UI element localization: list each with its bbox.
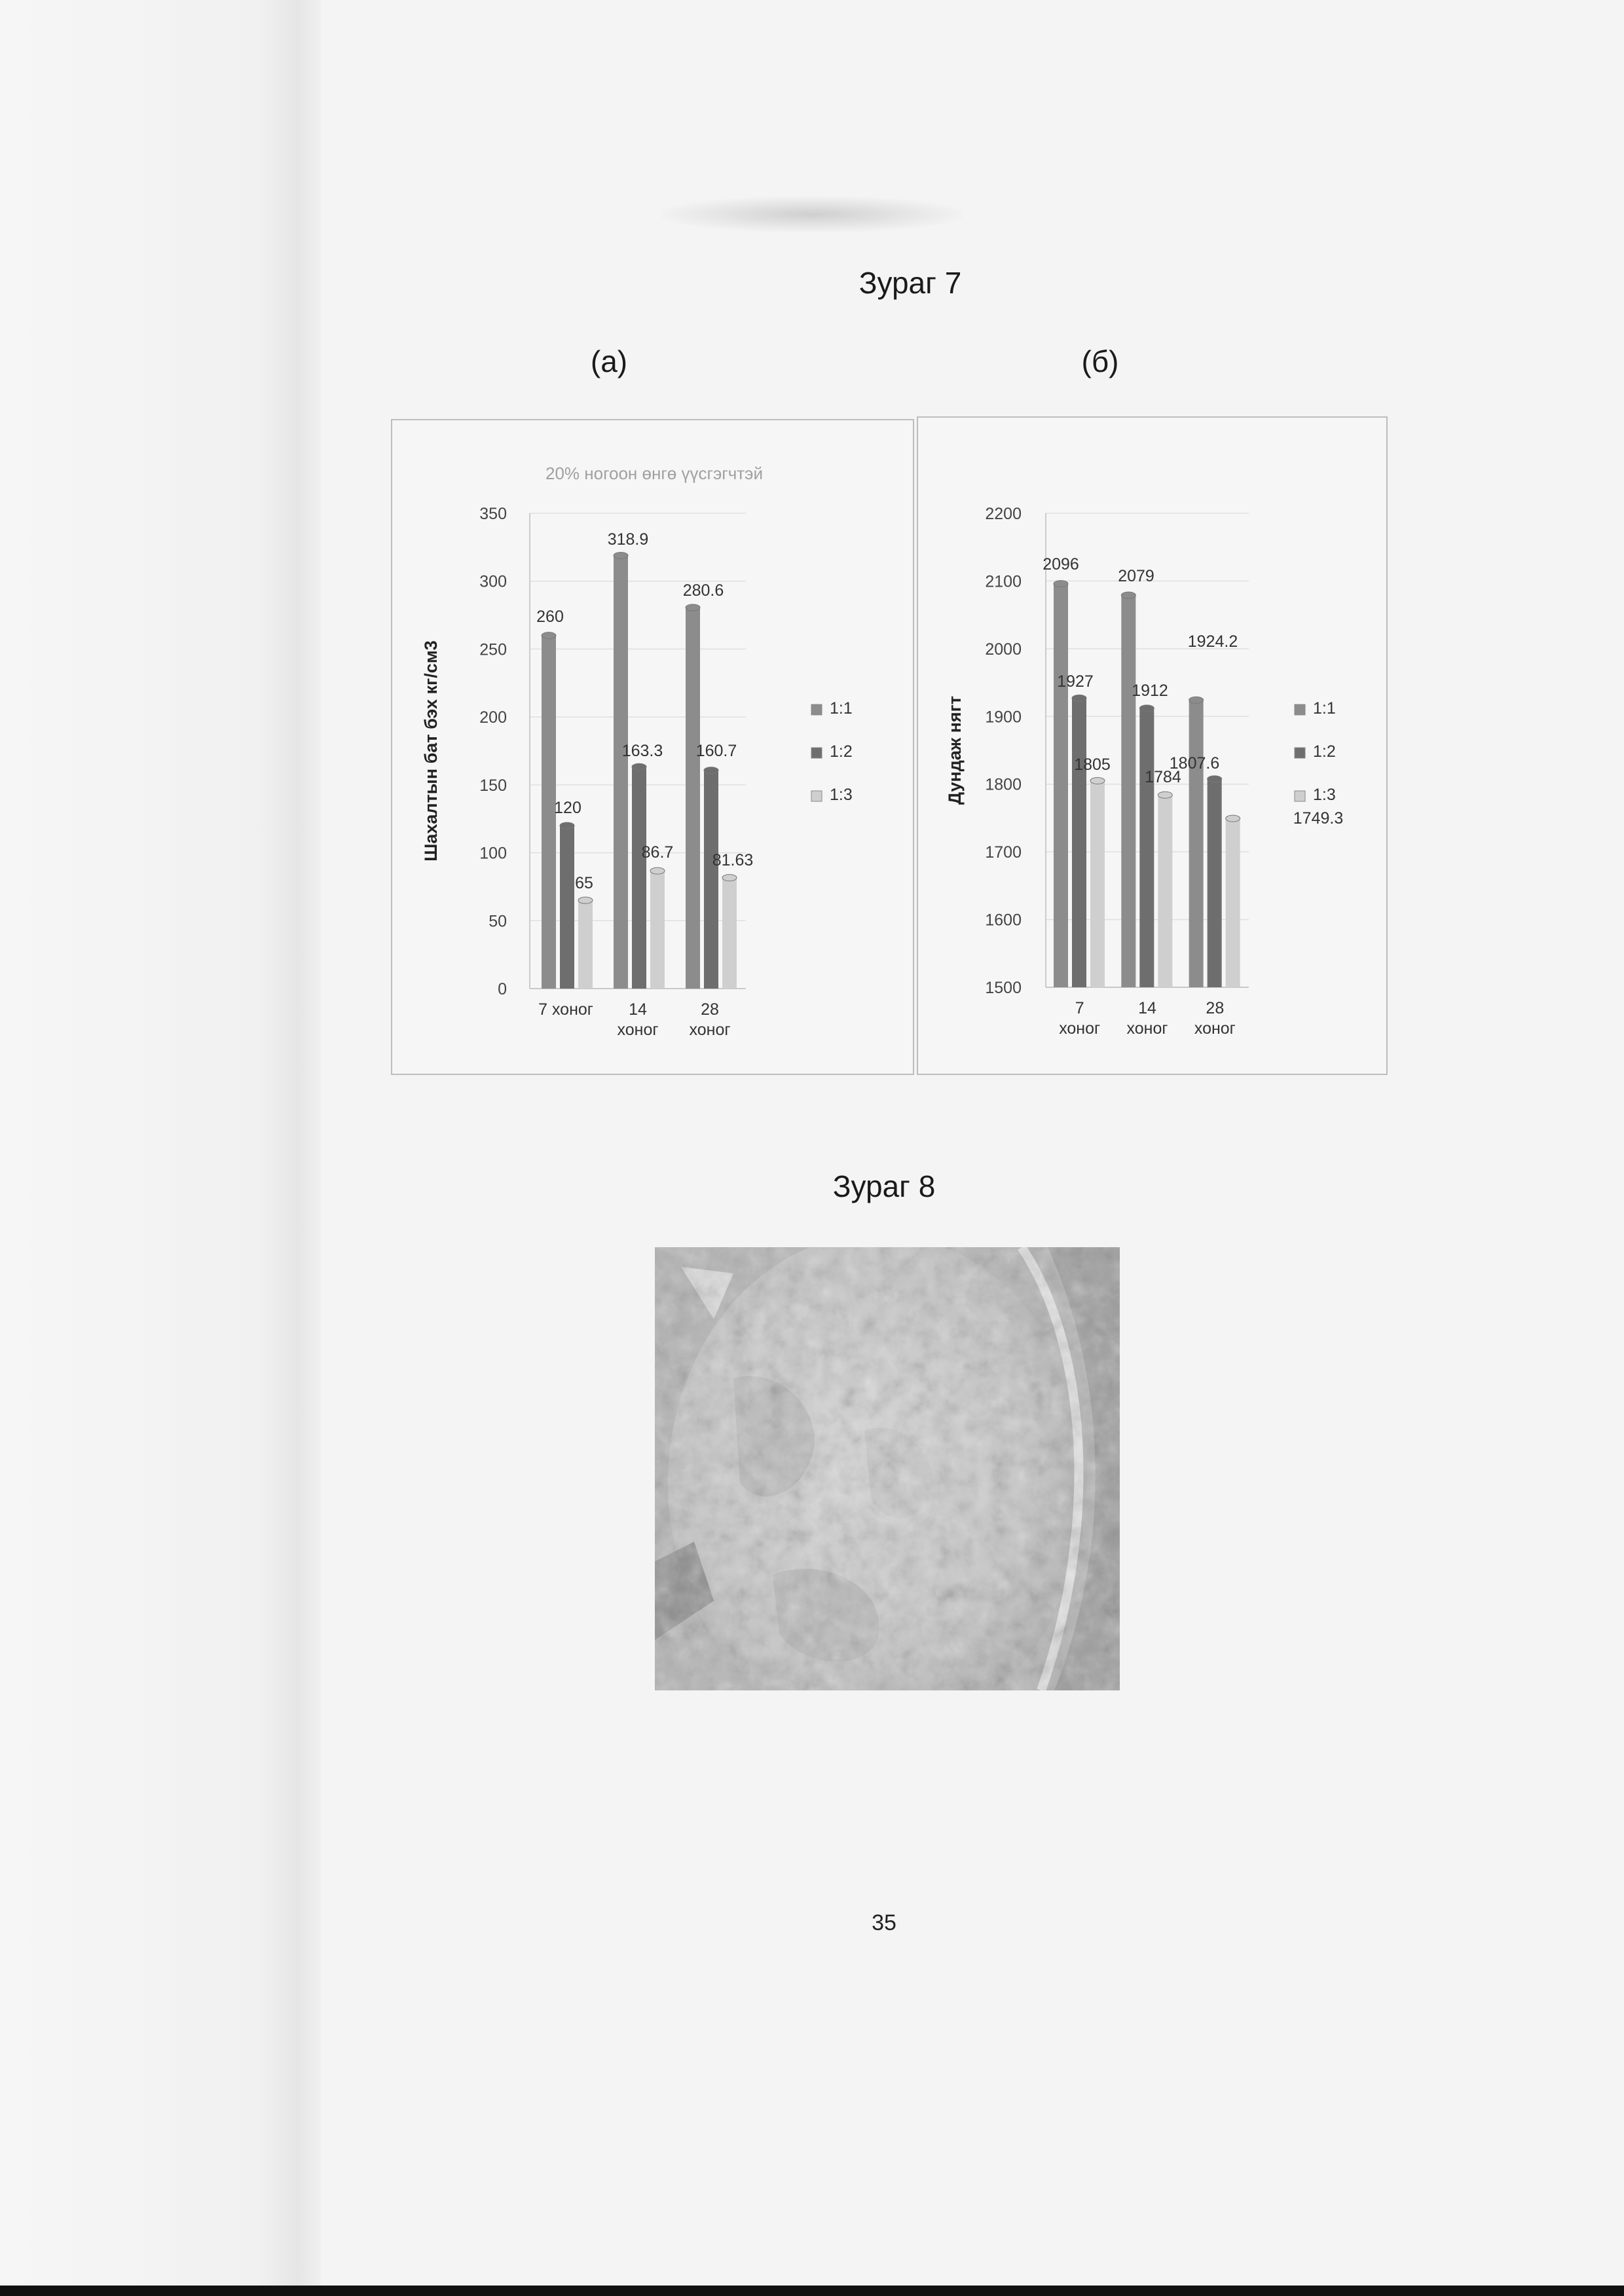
figure7-caption: Зураг 7 xyxy=(858,266,962,300)
bar xyxy=(632,767,646,989)
y-tick-label: 100 xyxy=(479,844,507,863)
data-label: 163.3 xyxy=(621,742,663,760)
y-tick-label: 150 xyxy=(479,776,507,795)
legend-swatch xyxy=(1295,791,1305,801)
x-tick-label: 28 хоног xyxy=(689,1000,731,1039)
y-tick-label: 0 xyxy=(498,980,507,998)
data-label: 1927 xyxy=(1057,672,1094,691)
scan-margin xyxy=(0,0,321,2296)
bar-cap xyxy=(578,897,593,903)
bar xyxy=(578,900,593,989)
bar xyxy=(614,556,628,989)
bar-cap xyxy=(1158,792,1172,798)
page-number: 35 xyxy=(872,1910,896,1935)
legend-label: 1:2 xyxy=(1313,742,1336,761)
bar-cap xyxy=(560,822,574,829)
chart-b xyxy=(918,418,1386,1074)
y-tick-label: 2200 xyxy=(985,505,1022,523)
bar xyxy=(1090,781,1105,987)
bar-cap xyxy=(1072,695,1086,701)
data-label: 2096 xyxy=(1043,555,1079,574)
data-label: 160.7 xyxy=(695,742,737,760)
chart-a xyxy=(392,420,913,1074)
x-tick-label: 14 хоног xyxy=(1126,999,1168,1038)
data-label: 81.63 xyxy=(712,851,754,869)
data-label: 65 xyxy=(575,874,593,892)
bar xyxy=(704,771,718,989)
bar-cap xyxy=(1121,592,1135,598)
y-axis-label: Дундаж нягт xyxy=(945,695,965,805)
bar xyxy=(722,878,737,989)
bar-cap xyxy=(1189,697,1204,703)
legend-swatch xyxy=(811,748,822,758)
scan-bottom-edge xyxy=(0,2286,1624,2296)
x-tick-label: 28 хоног xyxy=(1194,999,1236,1038)
data-label: 318.9 xyxy=(607,530,649,549)
bar xyxy=(1208,779,1222,987)
figure8-caption: Зураг 8 xyxy=(832,1169,936,1203)
y-tick-label: 300 xyxy=(479,572,507,591)
y-tick-label: 1800 xyxy=(985,775,1022,794)
legend-label: 1:1 xyxy=(1313,699,1336,718)
bar-cap xyxy=(1090,778,1105,784)
bar-cap xyxy=(704,767,718,774)
legend-swatch xyxy=(1295,704,1305,715)
x-tick-label: 7 хоног xyxy=(1059,999,1101,1038)
concrete-sample-image xyxy=(655,1247,1120,1690)
scan-smudge xyxy=(661,196,963,232)
y-tick-label: 2000 xyxy=(985,640,1022,659)
bar xyxy=(650,871,665,989)
bar-cap xyxy=(686,604,700,611)
figure8-photo xyxy=(655,1247,1120,1690)
x-tick-label: 14 хоног xyxy=(617,1000,659,1039)
bar-cap xyxy=(722,875,737,881)
bar-cap xyxy=(1139,705,1154,712)
y-tick-label: 200 xyxy=(479,708,507,727)
y-tick-label: 1500 xyxy=(985,979,1022,997)
bar-cap xyxy=(614,553,628,559)
bar xyxy=(1226,818,1240,987)
bar xyxy=(1158,795,1172,987)
legend-swatch xyxy=(811,704,822,715)
y-axis-label: Шахалтын бат бэх кг/см3 xyxy=(421,640,441,862)
data-label: 280.6 xyxy=(682,581,724,600)
legend-label: 1:3 xyxy=(1313,786,1336,804)
data-label: 1749.3 xyxy=(1293,809,1344,828)
bar-cap xyxy=(1208,776,1222,782)
bar-cap xyxy=(1226,815,1240,822)
y-tick-label: 1900 xyxy=(985,708,1022,727)
panel-b-label: (б) xyxy=(1081,344,1119,378)
x-tick-label: 7 хоног xyxy=(538,1000,593,1019)
legend-label: 1:3 xyxy=(830,786,853,804)
chart-title: 20% ногоон өнгө үүсгэгчтэй xyxy=(545,464,763,483)
y-tick-label: 1600 xyxy=(985,911,1022,930)
y-tick-label: 50 xyxy=(489,912,507,931)
bar-cap xyxy=(632,763,646,770)
y-tick-label: 250 xyxy=(479,640,507,659)
bar xyxy=(1054,584,1068,987)
legend-label: 1:1 xyxy=(830,699,853,718)
bar-cap xyxy=(1054,581,1068,587)
bar xyxy=(1072,698,1086,987)
y-tick-label: 2100 xyxy=(985,572,1022,591)
bar xyxy=(560,826,574,989)
data-label: 1805 xyxy=(1074,756,1111,774)
data-label: 86.7 xyxy=(641,843,674,862)
bar xyxy=(1189,700,1204,987)
bar-cap xyxy=(542,632,556,639)
panel-a-label: (а) xyxy=(590,344,628,378)
data-label: 120 xyxy=(554,799,581,817)
legend-label: 1:2 xyxy=(830,742,853,761)
bar-cap xyxy=(650,867,665,874)
data-label: 260 xyxy=(536,608,564,626)
y-tick-label: 350 xyxy=(479,505,507,523)
data-label: 1924.2 xyxy=(1187,632,1238,651)
y-tick-label: 1700 xyxy=(985,843,1022,862)
chart-a-frame xyxy=(391,419,914,1075)
bar xyxy=(686,608,700,989)
data-label: 1784 xyxy=(1145,768,1181,786)
data-label: 1912 xyxy=(1132,682,1168,700)
bar xyxy=(1121,595,1135,987)
chart-b-frame xyxy=(917,416,1388,1075)
data-label: 2079 xyxy=(1118,567,1154,585)
legend-swatch xyxy=(1295,748,1305,758)
legend-swatch xyxy=(811,791,822,801)
bar xyxy=(1139,708,1154,987)
data-label: 1807.6 xyxy=(1169,754,1220,773)
